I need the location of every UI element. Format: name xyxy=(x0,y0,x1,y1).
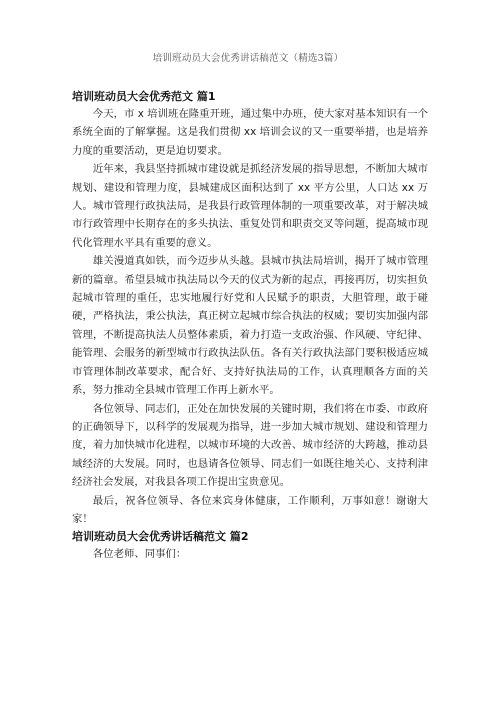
section-1-paragraph-2: 近年来，我县坚持抓城市建设就是抓经济发展的指导思想，不断加大城市规划、建设和管理力度，县城建成区面积达到了 xx 平方公里，人口达 xx 万人。城市管理行政执法局，是我县行政管理体制的一项重要改革，对于解决城市行政管理中长期存在的多头执法、重复处罚和职责交叉等问题，提高城市现代化管理水平具有重要的意义。 xyxy=(72,163,428,249)
section-1-paragraph-5: 最后，祝各位领导、各位来宾身体健康，工作顺利，万事如意！谢谢大家！ xyxy=(72,494,428,525)
section-2-heading: 培训班动员大会优秀讲话稿范文 篇2 xyxy=(72,530,249,544)
section-2-paragraph-1: 各位老师、同事们： xyxy=(92,548,187,561)
section-1-paragraph-1: 今天，市 x 培训班在隆重开班，通过集中办班，使大家对基本知识有一个系统全面的了解掌握。这是我们贯彻 xx 培训会议的又一重要举措，也是培养力度的重要活动，更是迫切要求。 xyxy=(72,108,428,157)
document-body xyxy=(72,88,428,564)
page-header-title: 培训班动员大会优秀讲话稿范文（精选3篇） xyxy=(152,53,344,64)
section-1-heading: 培训班动员大会优秀范文 篇1 xyxy=(72,90,216,103)
section-1-paragraph-4: 各位领导、同志们，正处在加快发展的关键时期，我们将在市委、市政府的正确领导下，以科学的发展观为指导，进一步加大城市规划、建设和管理力度，着力加快城市化进程，以城市环境的大改善、城市经济的大跨越，推动县域经济的大发展。同时，也恳请各位领导、同志们一如既往地关心、支持利津经济社会发展，对我县各项工作提出宝贵意见。 xyxy=(72,402,428,489)
section-1-paragraph-3: 雄关漫道真如铁，而今迈步从头越。县城市执法局培训，揭开了城市管理新的篇章。希望县城市执法局以今天的仪式为新的起点，再接再厉，切实担负起城市管理的重任，忠实地履行好党和人民赋予的职责，大胆管理，敢于碰硬，严格执法，秉公执法，真正树立起城市综合执法的权威；要切实加强内部管理，不断提高执法人员整体素质，着力打造一支政治强、作风硬、守纪律、能管理、会服务的新型城市行政执法队伍。各有关行政执法部门要积极适应城市管理体制改革要求，配合好、支持好执法局的工作，认真理顺各方面的关系，努力推动全县城市管理工作再上新水平。 xyxy=(72,255,428,397)
